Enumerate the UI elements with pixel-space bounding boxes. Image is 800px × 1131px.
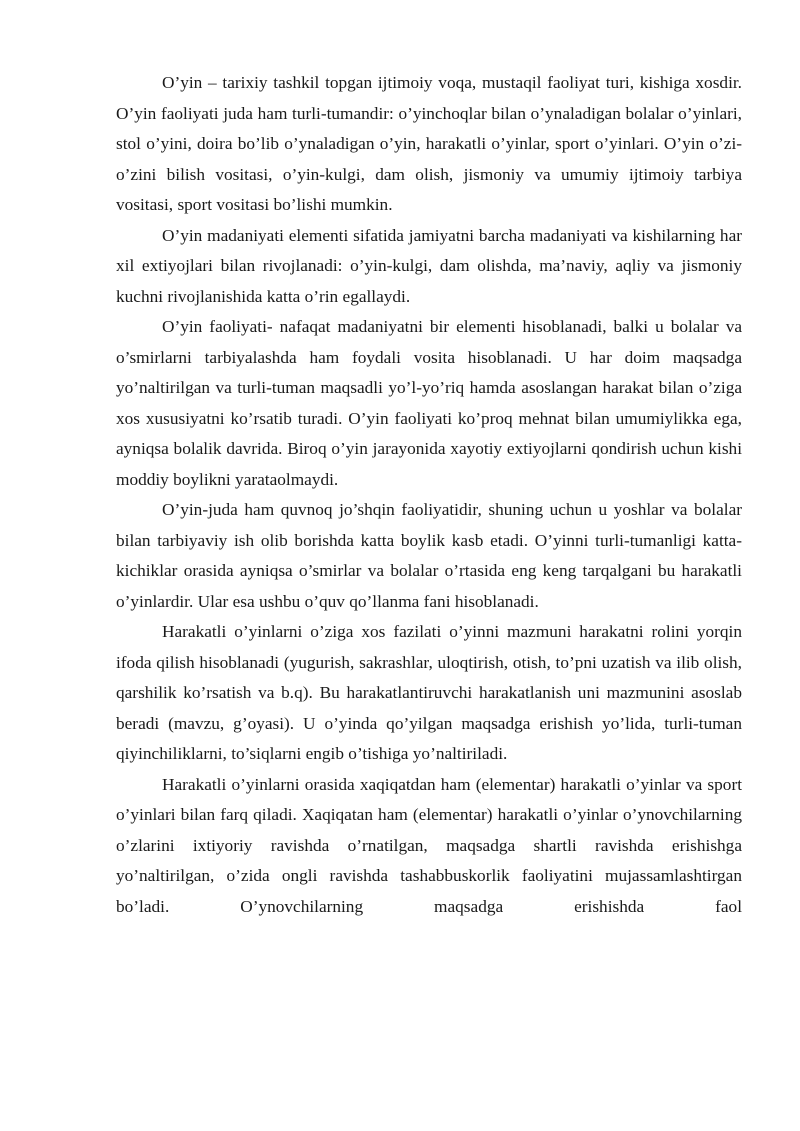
paragraph-5: Harakatli o’yinlarni o’ziga xos fazilati o’yinni mazmuni harakatni rolini yorqin ifoda qilish hisoblanadi (yugurish, sakrashlar, uloqtirish, otish, to’pni uzatish va ilib olish, qarshilik ko’rsatish va b.q). Bu harakatlantiruvchi harakatlanish uni mazmunini asoslab beradi (mavzu, g’oyasi). U o’yinda qo’yilgan maqsadga erishish yo’lida, turli-tuman qiyinchiliklarni, to’siqlarni engib o’tishiga yo’naltiriladi. — [116, 622, 742, 763]
paragraph-4: O’yin-juda ham quvnoq jo’shqin faoliyatidir, shuning uchun u yoshlar va bolalar bilan tarbiyaviy ish olib borishda katta boylik kasb etadi. O’yinni turli-tumanligi katta-kichiklar orasida ayniqsa o’smirlar va bolalar o’rtasida eng keng tarqalgani bu harakatli o’yinlardir. Ular esa ushbu o’quv qo’llanma fani hisoblanadi. — [116, 500, 742, 611]
paragraph-6: Harakatli o’yinlarni orasida xaqiqatdan ham (elementar) harakatli o’yinlar va sport o’yinlari bilan farq qiladi. Xaqiqatan ham (elementar) harakatli o’yinlar o’ynovchilarning o’zlarini ixtiyoriy ravishda o’rnatilgan, maqsadga shartli ravishda erishishga yo’naltirilgan, o’zida ongli ravishda tashabbuskorlik faoliyatini mujassamlashtirgan bo’ladi. O’ynovchilarning maqsadga erishishda faol — [116, 774, 742, 916]
paragraph-1: O’yin – tarixiy tashkil topgan ijtimoiy voqa, mustaqil faoliyat turi, kishiga xosdir. O’yin faoliyati juda ham turli-tumandir: o’yinchoqlar bilan o’ynaladigan bolalar o’yinlari, stol o’yini, doira bo’lib o’ynaladigan o’yin, harakatli o’yinlar, sport o’yinlari. O’yin o’zi-o’zini bilish vositasi, o’yin-kulgi, dam olish, jismoniy va umumiy ijtimoiy tarbiya vositasi, sport vositasi bo’lishi mumkin. — [116, 73, 742, 214]
paragraph-2: O’yin madaniyati elementi sifatida jamiyatni barcha madaniyati va kishilarning har xil extiyojlari bilan rivojlanadi: o’yin-kulgi, dam olishda, ma’naviy, aqliy va jismoniy kuchni rivojlanishida katta o’rin egallaydi. — [116, 225, 742, 306]
paragraph-3: O’yin faoliyati- nafaqat madaniyatni bir elementi hisoblanadi, balki u bolalar va o’smirlarni tarbiyalashda ham foydali vosita hisoblanadi. U har doim maqsadga yo’naltirilgan va turli-tuman maqsadli yo’l-yo’riq hamda asoslangan harakat bilan o’ziga xos xususiyatni ko’rsatib turadi. O’yin faoliyati ko’proq mehnat bilan umumiylikka ega, ayniqsa bolalik davrida. Biroq o’yin jarayonida xayotiy extiyojlarni qondirish uchun kishi moddiy boylikni yarataolmaydi. — [116, 317, 742, 489]
body-text — [116, 68, 742, 922]
